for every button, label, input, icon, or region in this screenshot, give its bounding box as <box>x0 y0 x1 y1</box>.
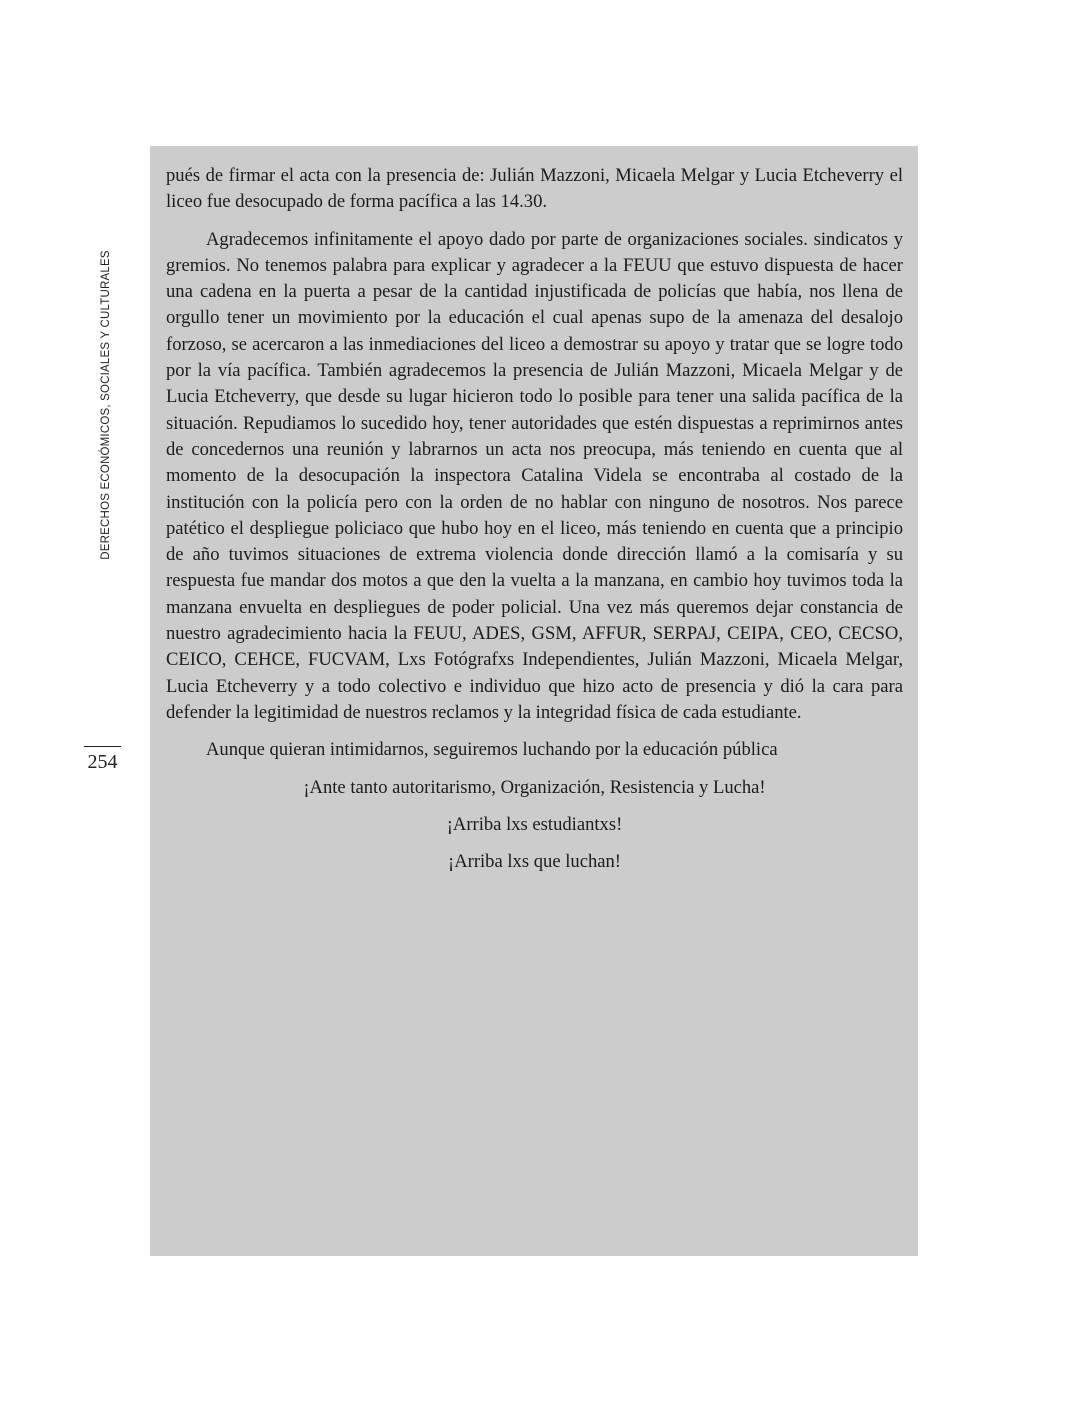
closing-line-3: ¡Arriba lxs que luchan! <box>448 851 621 873</box>
running-title: DERECHOS ECONÓMICOS, SOCIALES Y CULTURALES <box>100 250 112 560</box>
page-number: 254 <box>87 751 118 773</box>
paragraph-acknowledgements: Agradecemos infinitamente el apoyo dado por parte de organizaciones sociales. sindicatos y gremios. No tenemos palabra para explicar y agradecer a la FEUU que estuvo dispuesta de hacer una cadena en la puerta a pesar de la cantidad injustificada de policías que había, nos llena de orgullo tener un movimiento por la educación el cual apenas supo de la amenaza del desalojo forzoso, se acercaron a las inmediaciones del liceo a demostrar su apoyo y tratar que se logre todo por la vía pacífica. También agradecemos la presencia de Julián Mazzoni, Micaela Melgar y de Lucia Etcheverry, que desde su lugar hicieron todo lo posible para tener una salida pacífica de la situación. Repudiamos lo sucedido hoy, tener autoridades que estén dispuestas a reprimirnos antes de concedernos una reunión y labrarnos un acta nos preocupa, más teniendo en cuenta que al momento de la desocupación la inspectora Catalina Videla se encontraba al costado de la institución con la policía pero con la orden de no hablar con ninguno de nosotros. Nos parece patético el despliegue policiaco que hubo hoy en el liceo, más teniendo en cuenta que a principio de año tuvimos situaciones de extrema violencia donde dirección llamó a la comisaría y su respuesta fue mandar dos motos a que den la vuelta a la manzana, en cambio hoy tuvimos toda la manzana envuelta en despliegues de poder policial. Una vez más queremos dejar constancia de nuestro agradecimiento hacia la FEUU, ADES, GSM, AFFUR, SERPAJ, CEIPA, CEO, CECSO, CEICO, CEHCE, FUCVAM, Lxs Fotógrafxs Independientes, Julián Mazzoni, Micaela Melgar, Lucia Etcheverry y a todo colectivo e individuo que hizo acto de presencia y dió la cara para defender la legitimidad de nuestros reclamos y la integridad física de cada estudiante. <box>166 228 903 723</box>
page-number-rule <box>84 746 121 747</box>
paragraph-continuation: pués de firmar el acta con la presencia de: Julián Mazzoni, Micaela Melgar y Lucia Etcheverry el liceo fue desocupado de forma pacífica a las 14.30. <box>166 165 903 213</box>
body-text <box>166 163 903 886</box>
closing-line-1: ¡Ante tanto autoritarismo, Organización, Resistencia y Lucha! <box>303 776 766 798</box>
closing-line-2: ¡Arriba lxs estudiantxs! <box>446 813 623 835</box>
slogan-line: Aunque quieran intimidarnos, seguiremos luchando por la educación pública <box>206 739 778 761</box>
